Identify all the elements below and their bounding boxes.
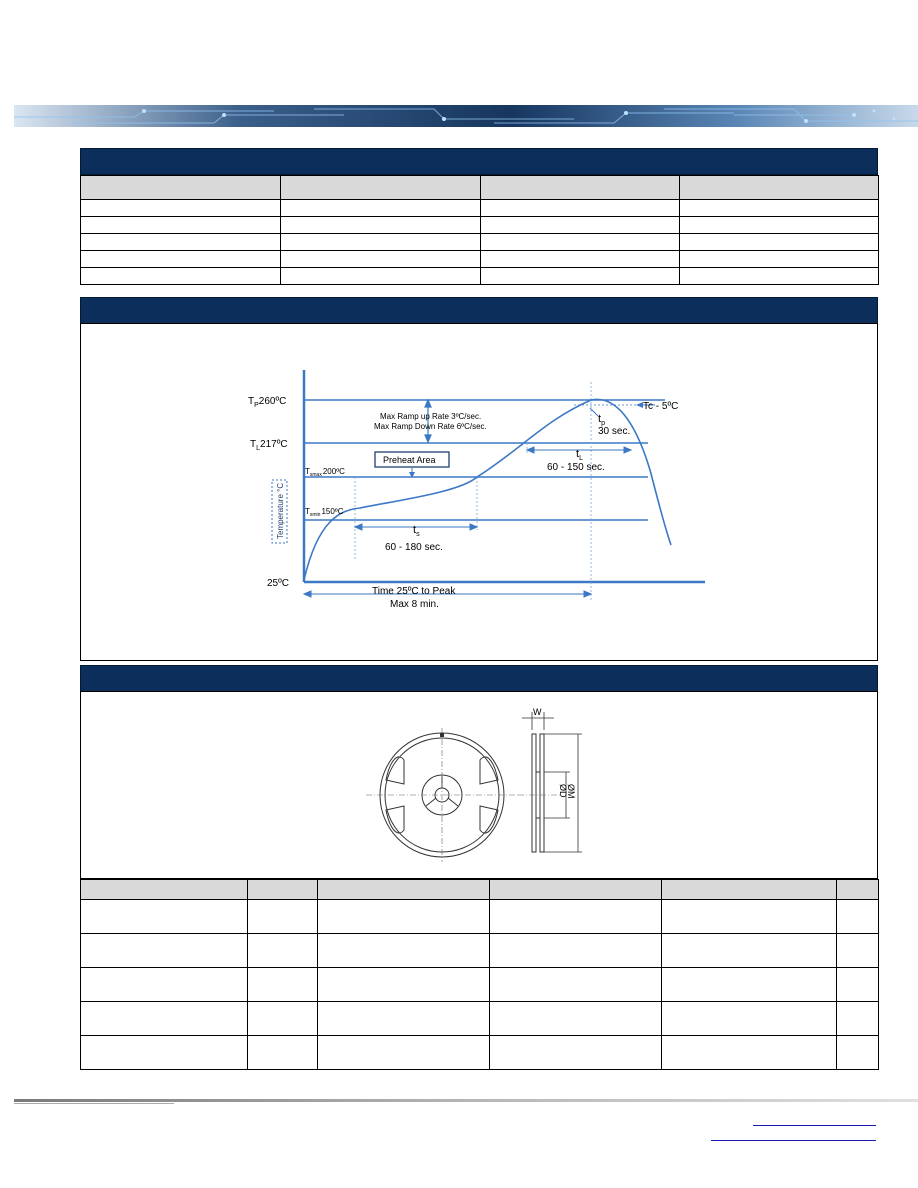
time-max-label: Max 8 min. bbox=[390, 599, 439, 610]
tl-label: $T_L217ºC$ bbox=[250, 439, 288, 452]
table-row bbox=[81, 1036, 879, 1070]
tp-time-symbol: $t_p$ bbox=[598, 413, 605, 427]
w-label: W bbox=[533, 707, 542, 717]
preheat-area-label: Preheat Area bbox=[383, 455, 436, 465]
t25-label: 25ºC bbox=[267, 578, 289, 589]
ts-time-symbol: $t_s$ bbox=[413, 524, 420, 538]
table-2 bbox=[80, 879, 879, 1070]
tp-time-value: 30 sec. bbox=[598, 426, 631, 437]
footer-rule bbox=[14, 1098, 918, 1106]
tl-time-symbol: $t_L$ bbox=[576, 448, 583, 462]
tl-time-value: 60 - 150 sec. bbox=[547, 462, 605, 473]
ramp-up-label: Max Ramp up Rate 3ºC/sec. bbox=[380, 412, 482, 421]
d-label: ØD bbox=[558, 784, 568, 798]
time-to-peak-label: Time 25ºC to Peak bbox=[372, 586, 456, 597]
table-row bbox=[81, 968, 879, 1002]
ramp-down-label: Max Ramp Down Rate 6ºC/sec. bbox=[374, 422, 487, 431]
tsmax-label: $T_{smax}200ºC$ bbox=[305, 467, 345, 478]
tp-label: $T_P260ºC$ bbox=[248, 396, 287, 409]
table-row bbox=[81, 934, 879, 968]
tsmin-label: $T_{smin}150ºC$ bbox=[305, 507, 344, 518]
table-2-header-row bbox=[81, 880, 879, 900]
footer-link-1[interactable] bbox=[753, 1125, 876, 1126]
tc-label: Tc - 5ºC bbox=[643, 401, 679, 412]
table-row bbox=[81, 1002, 879, 1036]
temperature-axis-label: Temperature °C bbox=[276, 482, 285, 539]
table-row bbox=[81, 900, 879, 934]
reel-side-view bbox=[532, 734, 544, 852]
ts-time-value: 60 - 180 sec. bbox=[385, 542, 443, 553]
footer-link-2[interactable] bbox=[711, 1140, 876, 1141]
m-label: ØM bbox=[566, 784, 576, 799]
